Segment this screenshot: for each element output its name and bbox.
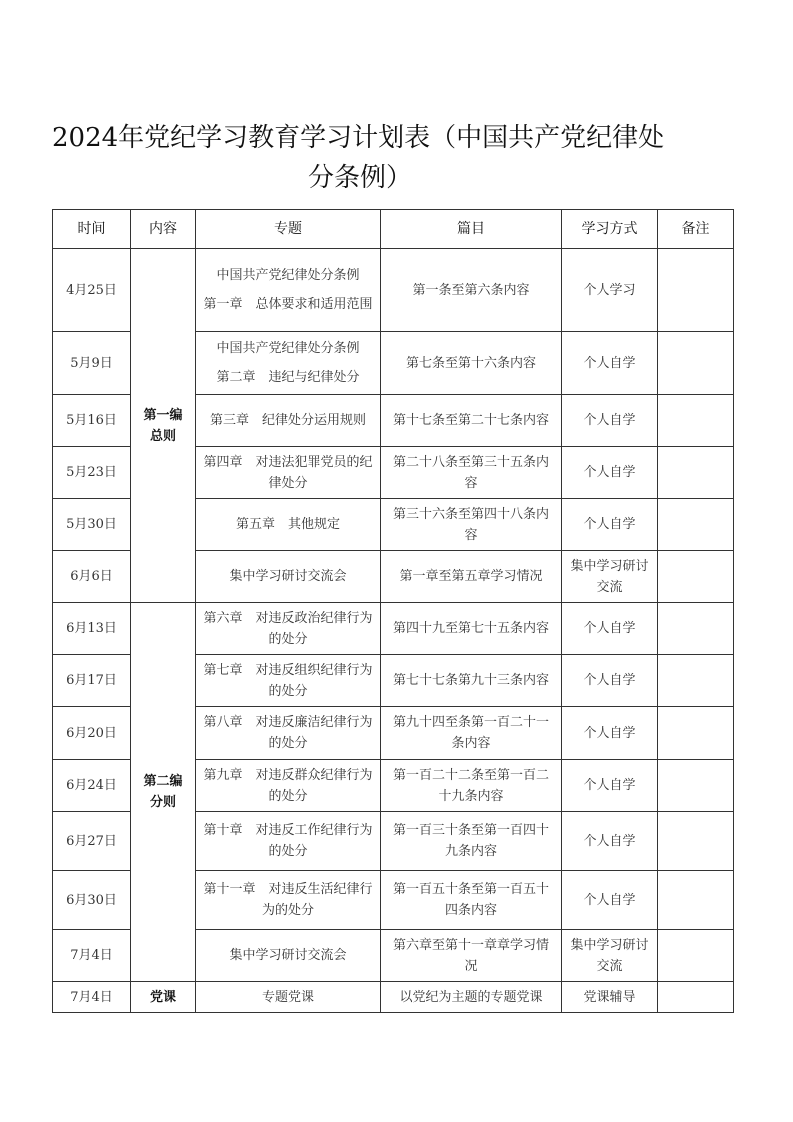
row-method: 个人自学 [562,395,658,447]
header-topic: 专题 [196,210,381,249]
header-chapter: 篇目 [381,210,562,249]
study-plan-table [52,209,734,1013]
row-method: 个人自学 [562,447,658,499]
section-part-one-title: 第一编 [143,407,183,423]
row-topic: 第八章 对违反廉洁纪律行为的处分 [196,707,381,760]
row-topic: 第九章 对违反群众纪律行为的处分 [196,760,381,812]
row-chapter: 第二十八条至第三十五条内容 [381,447,562,499]
section-part-one [131,249,196,603]
row-method: 党课辅导 [562,982,658,1013]
row-method: 个人自学 [562,603,658,655]
row-note [658,982,734,1013]
row-date: 6月17日 [53,655,131,707]
row-topic-chapter: 第一章 总体要求和适用范围 [203,297,373,312]
row-date: 5月30日 [53,499,131,551]
row-chapter: 以党纪为主题的专题党课 [381,982,562,1013]
row-topic: 第十章 对违反工作纪律行为的处分 [196,812,381,871]
row-date: 5月16日 [53,395,131,447]
document-title [0,118,793,198]
row-chapter: 第一百二十二条至第一百二十九条内容 [381,760,562,812]
row-date: 5月23日 [53,447,131,499]
row-method: 个人自学 [562,760,658,812]
row-note [658,395,734,447]
row-date: 6月30日 [53,871,131,930]
row-topic: 第三章 纪律处分运用规则 [196,395,381,447]
table-row [53,249,734,332]
row-chapter: 第一条至第六条内容 [381,249,562,332]
header-content: 内容 [131,210,196,249]
header-note: 备注 [658,210,734,249]
row-method: 集中学习研讨交流 [562,551,658,603]
row-date: 7月4日 [53,930,131,982]
row-note [658,812,734,871]
row-topic: 专题党课 [196,982,381,1013]
row-note [658,871,734,930]
row-topic: 第七章 对违反组织纪律行为的处分 [196,655,381,707]
row-method: 个人学习 [562,249,658,332]
row-method: 个人自学 [562,812,658,871]
row-date: 7月4日 [53,982,131,1013]
row-note [658,930,734,982]
row-date: 6月13日 [53,603,131,655]
row-note [658,655,734,707]
row-note [658,707,734,760]
row-date: 6月20日 [53,707,131,760]
section-party-lecture: 党课 [131,982,196,1013]
section-part-one-subtitle: 总则 [149,428,176,444]
row-topic: 第五章 其他规定 [196,499,381,551]
table-row [53,603,734,655]
row-method: 个人自学 [562,332,658,395]
row-topic: 第十一章 对违反生活纪律行为的处分 [196,871,381,930]
table-header-row [53,210,734,249]
row-note [658,332,734,395]
row-chapter: 第四十九至第七十五条内容 [381,603,562,655]
section-part-two [131,603,196,982]
row-topic: 集中学习研讨交流会 [196,930,381,982]
row-chapter: 第一百五十条至第一百五十四条内容 [381,871,562,930]
row-note [658,551,734,603]
row-chapter: 第一章至第五章学习情况 [381,551,562,603]
row-note [658,760,734,812]
row-topic: 集中学习研讨交流会 [196,551,381,603]
row-method: 个人自学 [562,871,658,930]
row-topic: 第六章 对违反政治纪律行为的处分 [196,603,381,655]
row-topic [196,249,381,332]
row-note [658,447,734,499]
row-method: 集中学习研讨交流 [562,930,658,982]
row-date: 5月9日 [53,332,131,395]
row-note [658,249,734,332]
row-method: 个人自学 [562,707,658,760]
row-date: 6月27日 [53,812,131,871]
row-note [658,603,734,655]
row-topic-chapter: 第二章 违纪与纪律处分 [216,370,360,385]
section-part-two-subtitle: 分则 [149,795,176,810]
header-time: 时间 [53,210,131,249]
row-chapter: 第七条至第十六条内容 [381,332,562,395]
title-line-2: 分条例） [308,163,413,193]
row-date: 6月6日 [53,551,131,603]
row-method: 个人自学 [562,499,658,551]
row-chapter: 第十七条至第二十七条内容 [381,395,562,447]
row-chapter: 第九十四至条第一百二十一条内容 [381,707,562,760]
row-chapter: 第三十六条至第四十八条内容 [381,499,562,551]
header-method: 学习方式 [562,210,658,249]
row-topic [196,332,381,395]
row-chapter: 第七十七条第九十三条内容 [381,655,562,707]
row-date: 6月24日 [53,760,131,812]
row-chapter: 第一百三十条至第一百四十九条内容 [381,812,562,871]
row-topic: 第四章 对违法犯罪党员的纪律处分 [196,447,381,499]
row-note [658,499,734,551]
section-part-two-title: 第二编 [143,774,183,789]
row-topic-regulation: 中国共产党纪律处分条例 [216,341,360,356]
row-chapter: 第六章至第十一章章学习情况 [381,930,562,982]
title-line-1: 2024年党纪学习教育学习计划表（中国共产党纪律处 [52,123,665,153]
row-method: 个人自学 [562,655,658,707]
table-row [53,982,734,1013]
row-topic-regulation: 中国共产党纪律处分条例 [216,268,360,283]
row-date: 4月25日 [53,249,131,332]
